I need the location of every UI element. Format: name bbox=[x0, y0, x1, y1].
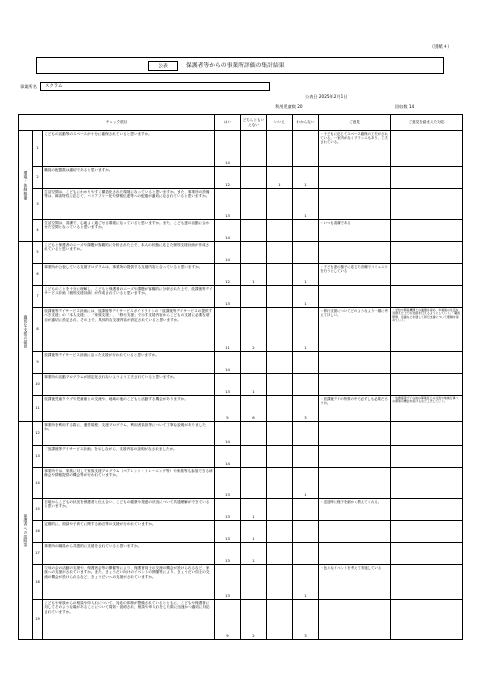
opinion-cell bbox=[319, 189, 391, 220]
table-row bbox=[19, 374, 463, 396]
count-neither: 1 bbox=[241, 264, 267, 286]
opinion-cell bbox=[319, 374, 391, 396]
header-row bbox=[19, 115, 463, 131]
response-cell bbox=[391, 521, 463, 543]
count-yes: 13 bbox=[215, 521, 241, 543]
response-cell bbox=[391, 374, 463, 396]
count-neither bbox=[241, 352, 267, 374]
count-unknown: 1 bbox=[293, 308, 319, 352]
count-neither: 2 bbox=[241, 600, 267, 640]
count-yes: 5 bbox=[215, 396, 241, 422]
count-unknown bbox=[293, 446, 319, 468]
count-unknown: 3 bbox=[293, 600, 319, 640]
count-no bbox=[267, 220, 293, 242]
count-no bbox=[267, 352, 293, 374]
item-number: 18 bbox=[33, 565, 43, 600]
table-row bbox=[19, 264, 463, 286]
response-cell bbox=[391, 167, 463, 189]
count-yes: 13 bbox=[215, 565, 241, 600]
table-row bbox=[19, 286, 463, 308]
header-check: チェック項目 bbox=[19, 115, 215, 131]
response-cell bbox=[391, 220, 463, 242]
item-number: 11 bbox=[33, 396, 43, 422]
header-unknown: わからない bbox=[293, 115, 319, 131]
response-cell bbox=[391, 242, 463, 264]
count-yes: 14 bbox=[215, 131, 241, 167]
response-cell bbox=[391, 264, 463, 286]
office-name: スクラム bbox=[40, 82, 270, 91]
table-row bbox=[19, 220, 463, 242]
table-row bbox=[19, 446, 463, 468]
item-text: 生活空間は、清潔で、心地よく過ごせる環境になっていると思いますか。また、こども達の活動に合わせた空間となっていると思いますか。 bbox=[43, 220, 215, 242]
count-neither bbox=[241, 167, 267, 189]
item-number: 3 bbox=[33, 189, 43, 220]
count-no bbox=[267, 600, 293, 640]
count-no bbox=[267, 308, 293, 352]
response-cell: ・学校や関係機関との連携を深め、卒業後の生活を見据えた上での支援を行えるようにしていく。・職員研修、会議などを通して移行支援について理解を深めていく。 bbox=[391, 308, 463, 352]
public-badge: 公表 bbox=[148, 61, 178, 71]
item-text: 事業所では、家族に対して家族支援プログラム（ペアレント・トレーニング等）や家族等も参加できる研修会や情報提供の機会等が行われていますか。 bbox=[43, 468, 215, 499]
count-yes: 13 bbox=[215, 543, 241, 565]
opinion-cell bbox=[319, 446, 391, 468]
published-date: 公表日 2025年2月1日 bbox=[305, 94, 348, 99]
table-row bbox=[19, 468, 463, 499]
count-unknown: 1 bbox=[293, 189, 319, 220]
category-cell: 環境・体制整備 bbox=[19, 131, 33, 242]
opinion-cell bbox=[319, 521, 391, 543]
item-number: 16 bbox=[33, 521, 43, 543]
count-unknown bbox=[293, 352, 319, 374]
count-unknown: 1 bbox=[293, 286, 319, 308]
count-unknown: 1 bbox=[293, 167, 319, 189]
table-row bbox=[19, 308, 463, 352]
opinion-cell: ・色々なイベントを考えて実施している bbox=[319, 565, 391, 600]
count-yes: 14 bbox=[215, 422, 241, 446]
count-unknown bbox=[293, 374, 319, 396]
count-unknown bbox=[293, 499, 319, 521]
response-cell: ・放課後等デイの他の事業所との交流や地域行事への参加の機会を設けるなど工夫していく。 bbox=[391, 396, 463, 422]
item-text: こどもと保護者のニーズや課題が客観的に分析された上で、本人の状態に応じた個別支援計画が作成されていると思いますか。 bbox=[43, 242, 215, 264]
count-neither: 1 bbox=[241, 499, 267, 521]
count-yes: 12 bbox=[215, 264, 241, 286]
count-yes: 9 bbox=[215, 600, 241, 640]
response-cell bbox=[391, 352, 463, 374]
item-number: 14 bbox=[33, 468, 43, 499]
item-text: 生活空間は、こどもにわかりやすく構造化された環境になっていると思いますか。また、事業所の設備等は、障害特性に応じて、バリアフリー化や情報伝達等への配慮が適切になされていると思いますか。 bbox=[43, 189, 215, 220]
opinion-cell: ・いつも清潔である bbox=[319, 220, 391, 242]
count-neither bbox=[241, 468, 267, 499]
item-number: 5 bbox=[33, 242, 43, 264]
response-cell bbox=[391, 446, 463, 468]
table-row bbox=[19, 189, 463, 220]
count-neither: 6 bbox=[241, 396, 267, 422]
response-cell bbox=[391, 600, 463, 640]
response-cell bbox=[391, 189, 463, 220]
item-text: 事業所が公表している支援プログラムは、事業所の提供する支援内容と合っていると思いますか。 bbox=[43, 264, 215, 286]
item-text: 放課後等デイサービス計画に沿った支援が行われていると思いますか。 bbox=[43, 352, 215, 374]
count-yes: 14 bbox=[215, 242, 241, 264]
count-unknown: 1 bbox=[293, 565, 319, 600]
evaluation-table bbox=[18, 114, 463, 640]
item-text: 事業所の職員から共感的に支援をされていると思いますか。 bbox=[43, 543, 215, 565]
count-unknown bbox=[293, 422, 319, 446]
opinion-cell bbox=[319, 543, 391, 565]
count-unknown bbox=[293, 521, 319, 543]
table-row bbox=[19, 396, 463, 422]
table-row bbox=[19, 422, 463, 446]
count-neither bbox=[241, 565, 267, 600]
count-yes: 13 bbox=[215, 189, 241, 220]
opinion-cell: ・子どもに応じてスペース確保の工夫がされている。一室内がなくプランニもあり、工夫されている。 bbox=[319, 131, 391, 167]
header-opinion: ご意見 bbox=[319, 115, 391, 131]
count-neither bbox=[241, 189, 267, 220]
count-yes: 14 bbox=[215, 352, 241, 374]
item-number: 2 bbox=[33, 167, 43, 189]
count-no bbox=[267, 543, 293, 565]
item-number: 8 bbox=[33, 308, 43, 352]
item-number: 13 bbox=[33, 446, 43, 468]
count-no bbox=[267, 242, 293, 264]
count-no bbox=[267, 131, 293, 167]
response-cell bbox=[391, 286, 463, 308]
header-yes: はい bbox=[215, 115, 241, 131]
opinion-cell: ・移行支援についてどのようなより一層に考えてほしい。 bbox=[319, 308, 391, 352]
count-neither bbox=[241, 286, 267, 308]
count-neither bbox=[241, 131, 267, 167]
count-yes: 13 bbox=[215, 286, 241, 308]
item-text: 放課後児童クラブや児童館との交流や、地域の他のこどもと活動する機会がありますか。 bbox=[43, 396, 215, 422]
table-row bbox=[19, 565, 463, 600]
opinion-cell bbox=[319, 600, 391, 640]
count-no bbox=[267, 286, 293, 308]
opinion-cell bbox=[319, 468, 391, 499]
count-unknown: 1 bbox=[293, 468, 319, 499]
count-no bbox=[267, 189, 293, 220]
item-number: 19 bbox=[33, 600, 43, 640]
table-row bbox=[19, 499, 463, 521]
header-response: ご意見を踏まえた対応 bbox=[391, 115, 463, 131]
item-number: 1 bbox=[33, 131, 43, 167]
count-neither bbox=[241, 242, 267, 264]
opinion-cell bbox=[319, 167, 391, 189]
item-text: こどものことを十分に理解し、こどもと保護者のニーズや課題が客観的に分析された上で、放課後等デイサービス計画（個別支援計画）が作成されていると思いますか。 bbox=[43, 286, 215, 308]
count-yes: 13 bbox=[215, 468, 241, 499]
opinion-cell bbox=[319, 422, 391, 446]
item-text: 事業所の活動プログラムが固定化されないようよう工夫されていると思いますか。 bbox=[43, 374, 215, 396]
count-neither bbox=[241, 422, 267, 446]
response-cell bbox=[391, 468, 463, 499]
table-row bbox=[19, 242, 463, 264]
count-yes: 14 bbox=[215, 446, 241, 468]
header-no: いいえ bbox=[267, 115, 293, 131]
response-cell bbox=[391, 543, 463, 565]
count-neither bbox=[241, 446, 267, 468]
response-cell bbox=[391, 422, 463, 446]
count-unknown: 3 bbox=[293, 396, 319, 422]
count-unknown: 1 bbox=[293, 264, 319, 286]
count-no bbox=[267, 264, 293, 286]
count-no bbox=[267, 565, 293, 600]
opinion-cell bbox=[319, 286, 391, 308]
opinion-cell: ・放課後デイの特質の中で必ずしも必要だろうか。 bbox=[319, 396, 391, 422]
table-row bbox=[19, 167, 463, 189]
opinion-cell bbox=[319, 352, 391, 374]
count-neither: 1 bbox=[241, 521, 267, 543]
table-row bbox=[19, 521, 463, 543]
office-label: 事業所名 bbox=[20, 84, 37, 89]
count-no bbox=[267, 446, 293, 468]
count-neither bbox=[241, 220, 267, 242]
count-unknown bbox=[293, 242, 319, 264]
count-no bbox=[267, 521, 293, 543]
document-title: 保護者等からの事業所評価の集計結果 bbox=[186, 63, 285, 69]
table-row bbox=[19, 600, 463, 640]
count-yes: 12 bbox=[215, 167, 241, 189]
table-row bbox=[19, 131, 463, 167]
item-number: 7 bbox=[33, 286, 43, 308]
item-text: 「放課後等デイサービス計画」を示しながら、支援内容の説明がなされましたか。 bbox=[43, 446, 215, 468]
item-number: 12 bbox=[33, 422, 43, 446]
count-neither: 1 bbox=[241, 543, 267, 565]
item-text: 定期的に、面談や子育てに関する助言等の支援が行われていますか。 bbox=[43, 521, 215, 543]
item-text: 日頃からこどもの状況を保護者と伝え合い、こどもの健康や発達の状況について共通理解ができていると思いますか。 bbox=[43, 499, 215, 521]
count-neither: 1 bbox=[241, 374, 267, 396]
count-no bbox=[267, 468, 293, 499]
count-unknown bbox=[293, 543, 319, 565]
item-text: 職員の配置数は適切であると思いますか。 bbox=[43, 167, 215, 189]
count-yes: 14 bbox=[215, 220, 241, 242]
opinion-cell bbox=[319, 242, 391, 264]
users-count: 利用児童数 20 bbox=[275, 104, 303, 109]
category-cell: 保護者への説明等 bbox=[19, 422, 33, 640]
count-unknown bbox=[293, 131, 319, 167]
item-text: 放課後等デイサービス計画には、放課後等デイサービスガイドラインの「放課後等デイサービスの提供すべき支援」の「本人支援」、「家族支援」、「移行支援」で示す支援内容からこどもの支援に必要な項目が適切に設定され、その上で、具体的な支援内容が設定されていると思いますか。 bbox=[43, 308, 215, 352]
item-number: 17 bbox=[33, 543, 43, 565]
count-no: 1 bbox=[267, 167, 293, 189]
form-number: （別紙４） bbox=[429, 45, 452, 50]
response-cell bbox=[391, 499, 463, 521]
count-no bbox=[267, 374, 293, 396]
count-no bbox=[267, 499, 293, 521]
count-neither: 2 bbox=[241, 308, 267, 352]
item-text: 父母の会の活動の支援や、保護者会等の開催等により、保護者同士の交流の機会が設けられるなど、家族への支援がされていますか。また、きょうだい向けのイベントの開催等により、きょうだい同士の交流の機会が設けられるなど、きょうだいへの支援がされていますか。 bbox=[43, 565, 215, 600]
count-yes: 13 bbox=[215, 374, 241, 396]
category-cell: 適切な支援の提供 bbox=[19, 242, 33, 422]
item-text: こどもの活動等のスペースが十分に確保されていると思いますか。 bbox=[43, 131, 215, 167]
count-no bbox=[267, 422, 293, 446]
item-number: 4 bbox=[33, 220, 43, 242]
count-no bbox=[267, 396, 293, 422]
item-number: 15 bbox=[33, 499, 43, 521]
table-row bbox=[19, 543, 463, 565]
count-unknown bbox=[293, 220, 319, 242]
table-row bbox=[19, 352, 463, 374]
header-neither: どちらともいえない bbox=[241, 115, 267, 131]
response-cell bbox=[391, 565, 463, 600]
count-yes: 13 bbox=[215, 499, 241, 521]
item-text: 事業所を利用する際に、運営規程、支援プログラム、利用者負担等について丁寧な説明がありましたか。 bbox=[43, 422, 215, 446]
item-number: 6 bbox=[33, 264, 43, 286]
opinion-cell: ・子ども達の様子に応じた各種でコミュニケを行うとしている bbox=[319, 264, 391, 286]
item-text: こどもや家族からの相談や申入れについて、対応の体制が整備されているとともに、こどもや保護者に対してそのような場があることについて周知・説明され、相談や申入れをした際に迅速かつ適切に対応されていますか。 bbox=[43, 600, 215, 640]
count-yes: 11 bbox=[215, 308, 241, 352]
item-number: 10 bbox=[33, 374, 43, 396]
item-number: 9 bbox=[33, 352, 43, 374]
answers-count: 回収数 14 bbox=[395, 104, 415, 109]
opinion-cell: ・送迎時に様子を細かく教えてくれる。 bbox=[319, 499, 391, 521]
response-cell bbox=[391, 131, 463, 167]
